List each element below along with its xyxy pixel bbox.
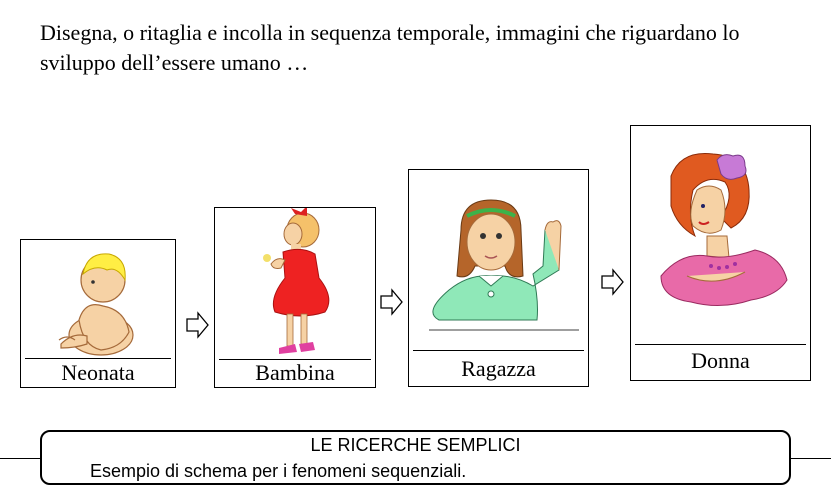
footer-subtitle: Esempio di schema per i fenomeni sequenziali. (90, 461, 467, 481)
arrow-right-icon (186, 311, 210, 339)
stage-label: Neonata (61, 360, 135, 385)
footer-title: LE RICERCHE SEMPLICI (310, 435, 521, 455)
stage-card-neonata (20, 239, 176, 388)
baby-icon (21, 240, 175, 358)
instruction-text: Disegna, o ritaglia e incolla in sequenza temporale, immagini che riguardano lo sviluppo dell’essere umano … (40, 20, 740, 75)
divider-line (791, 458, 831, 459)
stage-label: Donna (691, 348, 750, 373)
teen-girl-icon (409, 170, 588, 350)
woman-icon (631, 126, 810, 344)
girl-icon (215, 208, 375, 358)
stage-label: Bambina (255, 360, 335, 385)
footer-box (40, 430, 791, 485)
stage-card-ragazza (408, 169, 589, 387)
stage-card-bambina (214, 207, 376, 388)
stage-label: Ragazza (461, 356, 536, 381)
stage-card-donna (630, 125, 811, 381)
arrow-right-icon (601, 268, 625, 296)
arrow-right-icon (380, 288, 404, 316)
divider-line (0, 458, 40, 459)
